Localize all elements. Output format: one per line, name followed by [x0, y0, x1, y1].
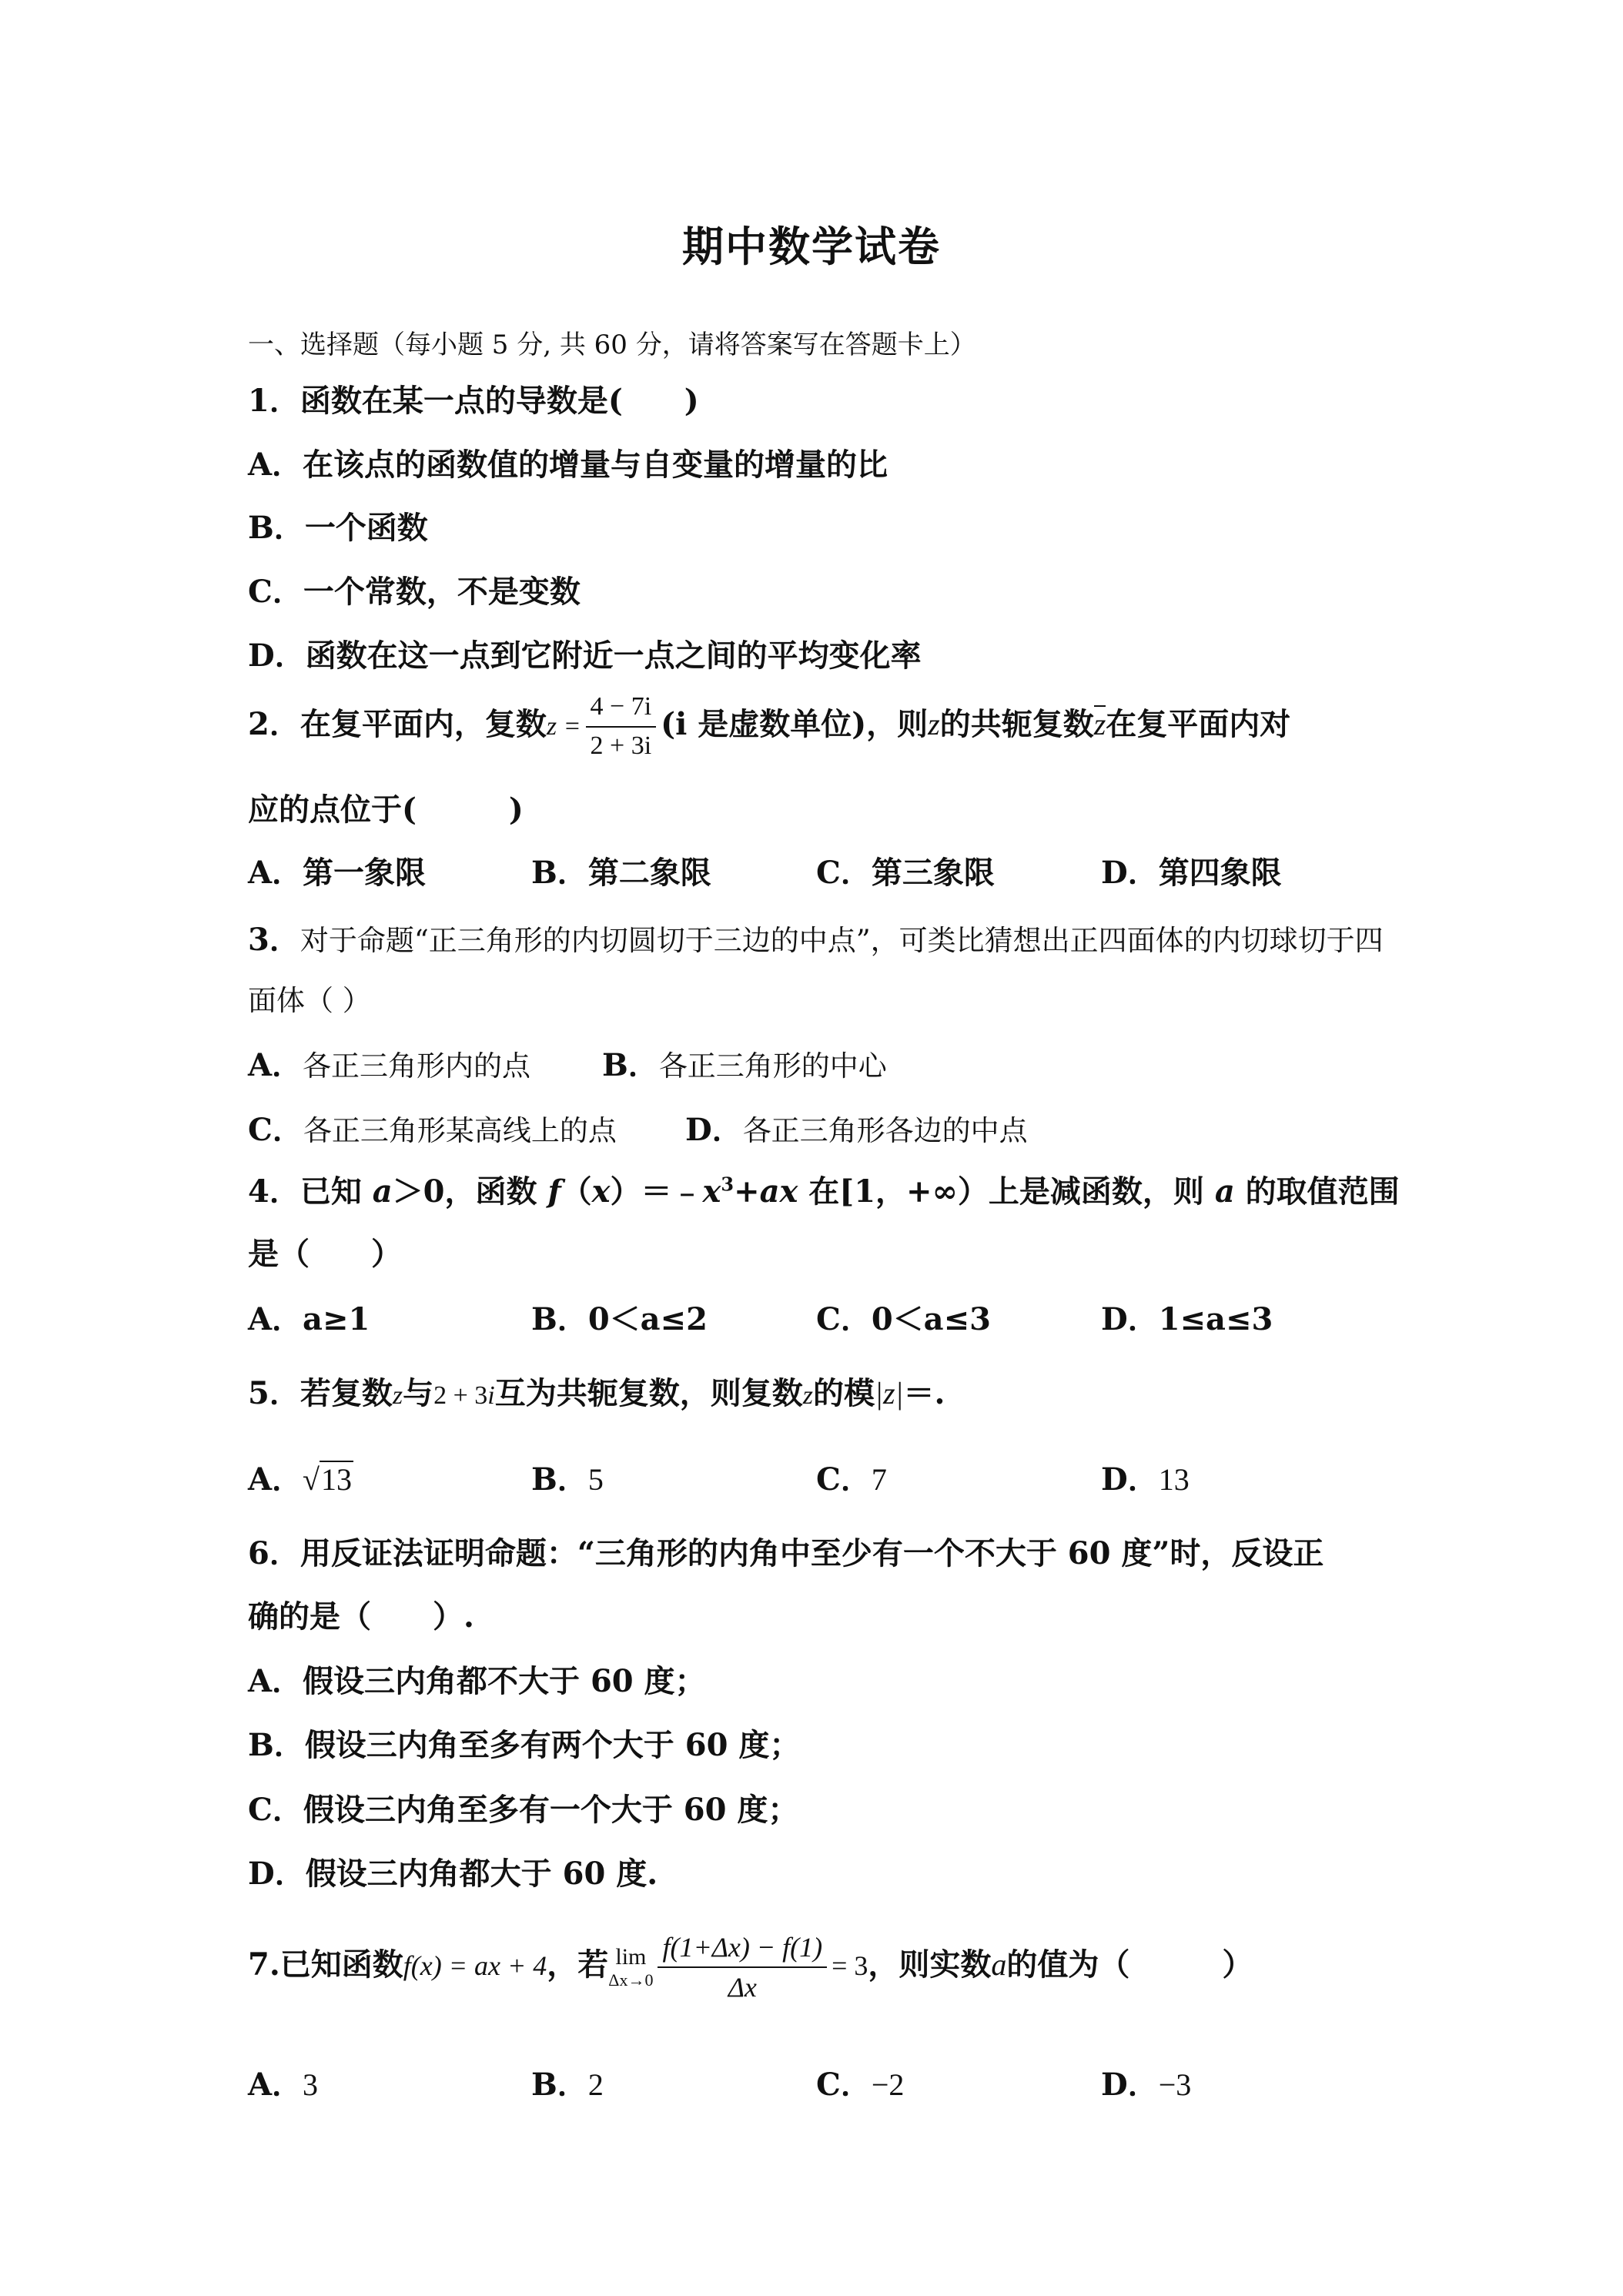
q6-stem-line2: 确的是（ ）. — [248, 1598, 474, 1635]
q7-fraction: $\frac{f(1+\Delta x) - f(1)}{\Delta x}$ — [658, 1931, 827, 2003]
q2-option-d: D．第四象限 — [1101, 855, 1282, 891]
q2-fraction: $\frac{4 - 7i}{2 + 3i}$ — [586, 691, 657, 762]
q6-option-c: C．假设三内角至多有一个大于 60 度； — [248, 1792, 799, 1828]
q5-stem: 5．若复数z与2 + 3i互为共轭复数，则复数z的模|z|＝. — [248, 1375, 945, 1411]
q5-option-d: D．13 — [1101, 1461, 1190, 1498]
q7-limit: lim Δx→0 — [608, 1944, 654, 1990]
q7-option-d: D．−3 — [1101, 2067, 1192, 2103]
q5-option-a: A．√13 — [248, 1461, 352, 1498]
q2-stem-line2: 应的点位于( ) — [248, 792, 524, 828]
q3-stem-line2: 面体（ ） — [248, 984, 371, 1017]
q7-option-b: B．2 — [531, 2067, 604, 2103]
q4-stem-line2: 是（ ） — [248, 1236, 402, 1272]
q3-option-b: B．各正三角形的中心 — [602, 1047, 887, 1083]
q5-option-b: B．5 — [531, 1461, 604, 1498]
q7-stem: 7.已知函数f(x) = ax + 4，若 lim Δx→0 $\frac{f(1+\Delta x) - f(1)}{\Delta x}$ = 3，则实数a的值为（ ） — [248, 1932, 1253, 2003]
q1-option-a: A．在该点的函数值的增量与自变量的增量的比 — [248, 447, 888, 483]
q1-option-c: C．一个常数，不是变数 — [248, 574, 581, 610]
q2-stem-line1: 2．在复平面内，复数z = $\frac{4 - 7i}{2 + 3i}$ (i 是虚数单位)，则z的共轭复数z在复平面内对 — [248, 691, 1290, 762]
q2-option-c: C．第三象限 — [816, 855, 995, 891]
q6-option-d: D．假设三内角都大于 60 度. — [248, 1856, 658, 1892]
sqrt-symbol: √13 — [303, 1462, 352, 1497]
q1-option-b: B．一个函数 — [248, 510, 428, 546]
q5-option-c: C．7 — [816, 1461, 887, 1498]
q3-option-d: D．各正三角形各边的中点 — [685, 1112, 1028, 1148]
q4-option-d: D．1≤a≤3 — [1101, 1301, 1273, 1337]
q4-option-c: C．0＜a≤3 — [816, 1301, 991, 1337]
q1-option-d: D．函数在这一点到它附近一点之间的平均变化率 — [248, 638, 922, 674]
q4-option-b: B．0＜a≤2 — [531, 1301, 708, 1337]
q2-conjugate-z: z — [1093, 706, 1106, 741]
q7-option-a: A．3 — [248, 2067, 319, 2103]
page-title: 期中数学试卷 — [682, 222, 941, 271]
q3-stem-line1: 3．对于命题“正三角形的内切圆切于三边的中点”，可类比猜想出正四面体的内切球切于四 — [248, 922, 1384, 958]
q4-stem-line1: 4．已知 a＞0，函数 $f(x)=﹣x^3+ax$ 在[1，+∞）上是减函数，则 a 的取值范围 — [248, 1173, 1400, 1210]
q6-option-a: A．假设三内角都不大于 60 度； — [248, 1663, 706, 1699]
q2-option-a: A．第一象限 — [248, 855, 427, 891]
q6-stem-line1: 6．用反证法证明命题：“三角形的内角中至少有一个不大于 60 度”时，反设正 — [248, 1535, 1324, 1571]
q6-option-b: B．假设三内角至多有两个大于 60 度； — [248, 1727, 801, 1763]
q7-option-c: C．−2 — [816, 2067, 905, 2103]
q2-option-b: B．第二象限 — [531, 855, 711, 891]
section-heading: 一、选择题（每小题 5 分, 共 60 分，请将答案写在答题卡上） — [248, 330, 976, 360]
q3-option-c: C．各正三角形某高线上的点 — [248, 1112, 617, 1148]
q4-option-a: A．a≥1 — [248, 1301, 370, 1337]
q1-stem: 1．函数在某一点的导数是( ) — [248, 383, 699, 419]
q3-option-a: A．各正三角形内的点 — [248, 1047, 531, 1083]
